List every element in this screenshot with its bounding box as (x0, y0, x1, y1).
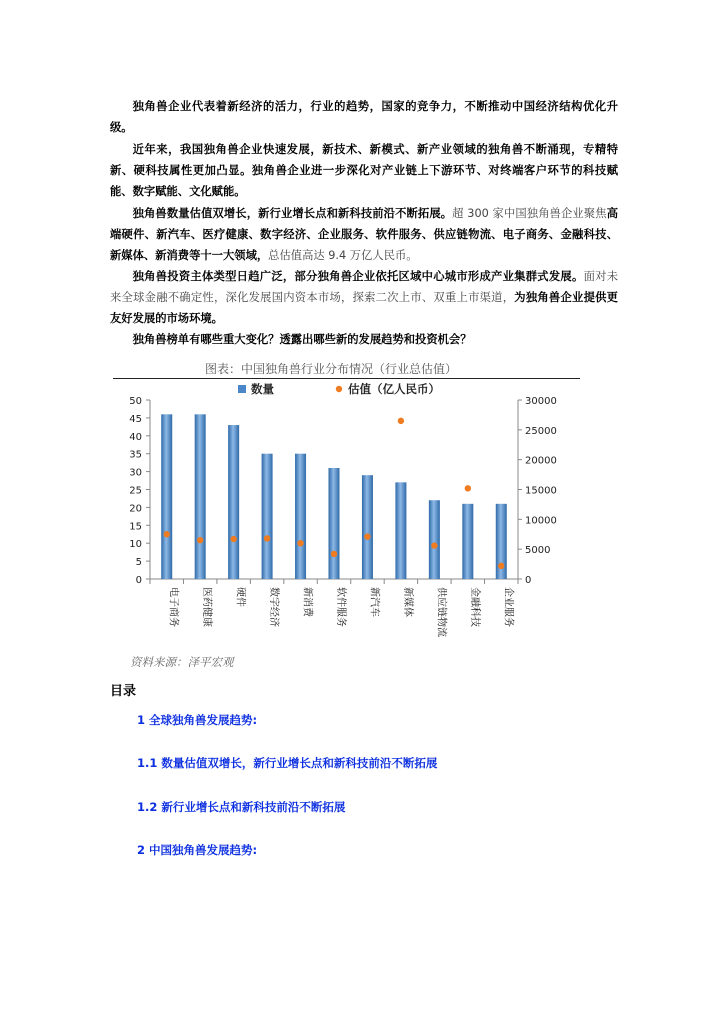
left-tick-label: 0 (135, 575, 142, 586)
point-电子商务 (164, 531, 170, 537)
category-label: 电子商务 (167, 587, 179, 627)
point-企业服务 (498, 563, 504, 569)
investment-text-a: 面对未来全球金融不确定性，深化发展国内资本市场，探索二次上市、双重上市渠道， (110, 270, 618, 304)
question-paragraph (110, 329, 618, 350)
left-tick-label: 25 (129, 485, 142, 497)
point-新汽车 (364, 533, 370, 539)
development-paragraph (110, 139, 618, 202)
bar-新汽车 (362, 475, 373, 579)
growth-text-a: 超 300 家中国独角兽企业聚焦 (452, 207, 607, 220)
growth-text-b: 高端硬件、新汽车、医疗健康、数字经济、企业服务、软件服务、供应链物流、电子商务、金融科技、新媒体、新消费等十一大领域， (110, 207, 618, 262)
point-数字经济 (264, 535, 270, 541)
bar-金融科技 (462, 504, 473, 579)
left-tick-label: 5 (135, 557, 142, 569)
right-tick-label: 20000 (525, 455, 557, 467)
category-label: 新汽车 (368, 587, 380, 617)
category-label: 企业服务 (502, 587, 514, 627)
legend-label-count: 数量 (251, 382, 274, 396)
left-tick-label: 50 (129, 396, 142, 407)
development-text: 近年来，我国独角兽企业快速发展，新技术、新模式、新产业领域的独角兽不断涌现，专精特新、硬科技属性更加凸显。独角兽企业进一步深化对产业链上下游环节、对终端客户环节的科技赋能、数字赋能、文化赋能。 (110, 143, 618, 198)
point-硬件 (230, 536, 236, 542)
category-label: 数字经济 (268, 587, 280, 627)
growth-paragraph (110, 203, 618, 266)
category-label: 医药健康 (201, 587, 213, 627)
legend-swatch-count (238, 385, 246, 393)
point-软件服务 (331, 551, 337, 557)
investment-text-b: 为独角兽企业提供更友好发展的市场环境。 (110, 291, 618, 325)
left-tick-label: 40 (129, 431, 142, 443)
investment-lead: 独角兽投资主体类型日趋广泛，部分独角兽企业依托区域中心城市形成产业集群式发展。 (132, 270, 584, 283)
intro-text: 独角兽企业代表着新经济的活力，行业的趋势，国家的竞争力，不断推动中国经济结构优化升级。 (110, 100, 618, 134)
bar-新消费 (295, 454, 306, 579)
point-新媒体 (398, 418, 404, 424)
category-label: 供应链物流 (435, 587, 447, 637)
left-tick-label: 10 (129, 539, 142, 551)
point-医药健康 (197, 537, 203, 543)
legend-swatch-value (336, 386, 342, 392)
category-label: 新媒体 (401, 587, 413, 617)
right-tick-label: 10000 (525, 515, 557, 527)
toc-item-1[interactable]: 1 全球独角兽发展趋势: (137, 713, 258, 727)
toc-item-2[interactable]: 2 中国独角兽发展趋势: (137, 843, 258, 857)
legend-label-value: 估值（亿人民币） (348, 382, 440, 396)
chart-caption: 图表：中国独角兽行业分布情况（行业总估值） (205, 362, 458, 376)
right-tick-label: 0 (525, 575, 532, 586)
point-金融科技 (465, 485, 471, 491)
bar-软件服务 (329, 468, 340, 579)
bar-供应链物流 (429, 500, 440, 579)
intro-paragraph (110, 96, 618, 138)
left-tick-label: 35 (129, 449, 142, 461)
bar-医药健康 (195, 414, 206, 579)
bar-新媒体 (395, 482, 406, 579)
point-新消费 (297, 540, 303, 546)
investment-paragraph (110, 266, 618, 329)
point-供应链物流 (431, 542, 437, 548)
category-label: 软件服务 (335, 587, 346, 627)
toc-item-1-1[interactable]: 1.1 数量估值双增长，新行业增长点和新科技前沿不断拓展 (137, 756, 438, 770)
left-tick-label: 20 (129, 503, 142, 515)
growth-lead: 独角兽数量估值双增长，新行业增长点和新科技前沿不断拓展。 (132, 207, 453, 220)
right-tick-label: 25000 (525, 425, 557, 437)
toc-item-1-2[interactable]: 1.2 新行业增长点和新科技前沿不断拓展 (137, 800, 346, 814)
right-tick-label: 15000 (525, 485, 557, 497)
chart-figure (110, 356, 580, 676)
source-note: 资料来源：泽平宏观 (130, 655, 234, 669)
bar-电子商务 (161, 414, 172, 579)
category-label: 新消费 (301, 587, 313, 617)
bar-数字经济 (262, 454, 273, 579)
category-label: 硬件 (234, 587, 246, 607)
category-label: 金融科技 (468, 587, 480, 627)
left-tick-label: 30 (129, 467, 142, 479)
right-tick-label: 5000 (525, 545, 551, 557)
left-tick-label: 45 (129, 413, 142, 425)
right-tick-label: 30000 (525, 396, 557, 407)
chart-svg (110, 378, 580, 678)
toc-title: 目录 (110, 684, 137, 699)
growth-text-c: 总估值高达 9.4 万亿人民币。 (268, 249, 418, 262)
bar-硬件 (228, 425, 239, 579)
question-text: 独角兽榜单有哪些重大变化？透露出哪些新的发展趋势和投资机会？ (132, 333, 472, 346)
left-tick-label: 15 (129, 521, 142, 533)
